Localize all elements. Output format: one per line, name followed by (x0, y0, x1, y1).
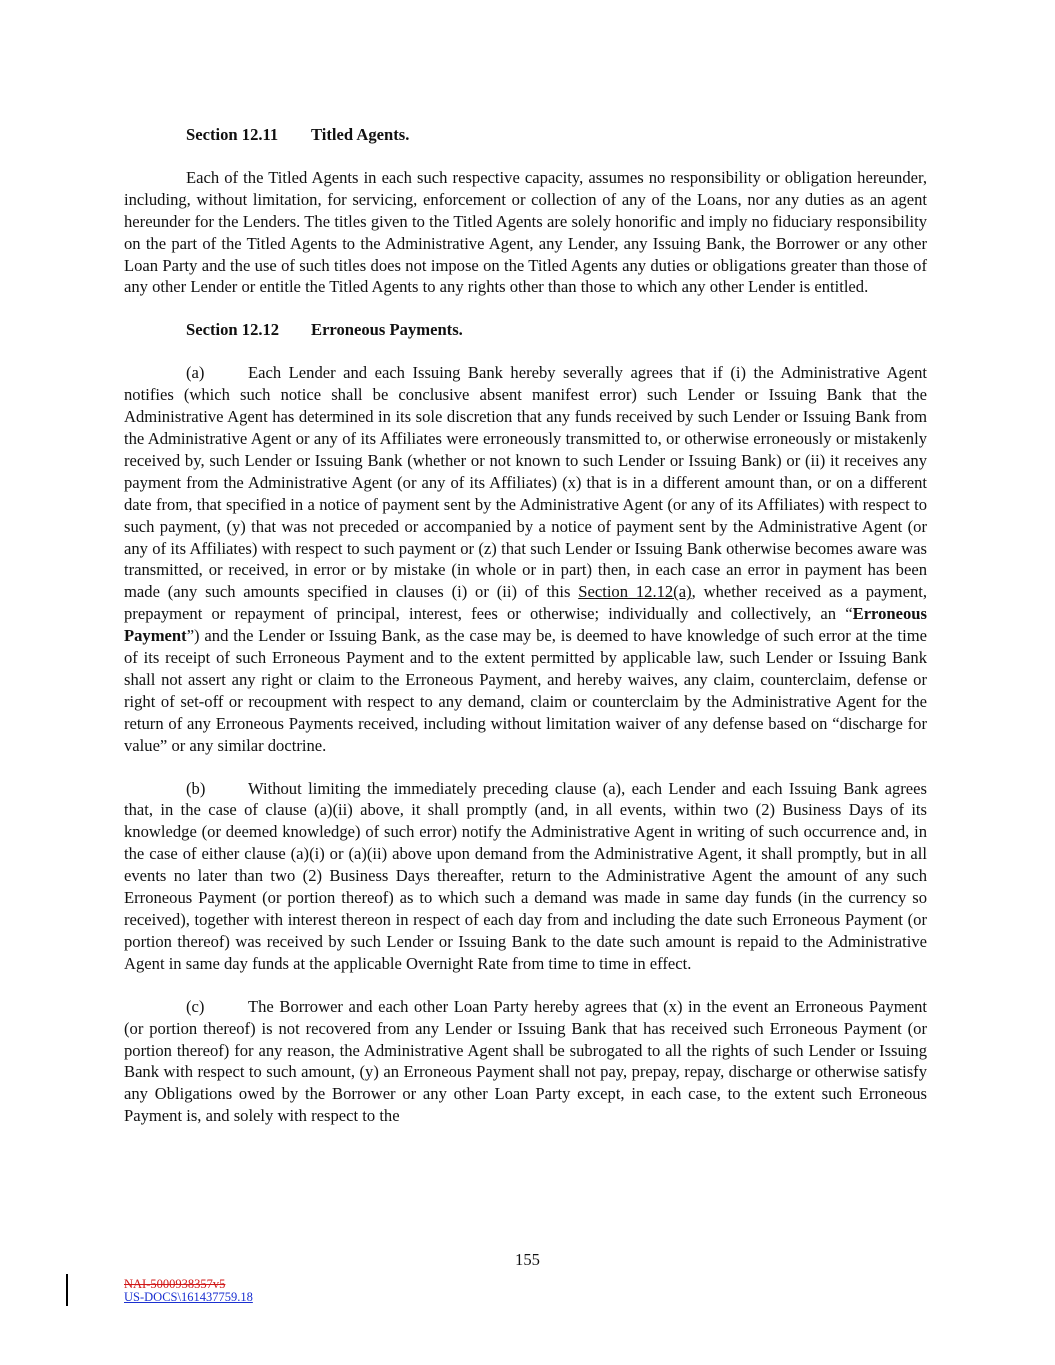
section-12-11-heading (124, 124, 927, 146)
section-cross-reference: Section 12.12(a) (578, 582, 692, 602)
section-title: Erroneous Payments. (311, 320, 463, 340)
clause-a-text-3: ”) and the Lender or Issuing Bank, as the case may be, is deemed to have knowledge of such error at the time of its receipt of such Erroneous Payment and to the extent permitted by applicable law, such Lender or Issuing Bank shall not assert any right or claim to the Erroneous Payment, and hereby waives, any claim, counterclaim, defense or right of set-off or recoupment with respect to any demand, claim or counterclaim by the Administrative Agent for the return of any Erroneous Payments received, including without limitation waiver of any defense based on “discharge for value” or any similar doctrine. (124, 626, 927, 755)
section-title: Titled Agents. (311, 125, 410, 144)
clause-a (124, 362, 927, 756)
defined-term: Erroneous Payment (124, 604, 927, 646)
clause-label: (a) (186, 363, 205, 383)
section-number: Section 12.12 (186, 320, 280, 340)
clause-b (124, 778, 927, 975)
clause-b-text: Without limiting the immediately preceding clause (a), each Lender and each Issuing Bank agrees that, in the case of clause (a)(ii) above, it shall promptly (and, in all events, within two (2) Business Days of its knowledge (or deemed knowledge) of such error) notify the Administrative Agent in writing of such occurrence and, in the case of either clause (a)(i) or (a)(ii) above upon demand from the Administrative Agent, it shall promptly, but in all events no later than two (2) Business Days thereafter, return to the Administrative Agent the amount of any such Erroneous Payment (or portion thereof) as to which such a demand was made in same day funds (in the currency so received), together with interest thereon in respect of each day from and including the date such Erroneous Payment (or portion thereof) was received by such Lender or Issuing Bank to the date such amount is repaid to the Administrative Agent in same day funds at the applicable Overnight Rate from time to time in effect. (124, 778, 927, 973)
section-12-12-heading (124, 319, 927, 341)
clause-a-text-1: Each Lender and each Issuing Bank hereby severally agrees that if (i) the Administrative Agent notifies (which such notice shall be conclusive absent manifest error) such Lender or Issuing Bank that the Administrative Agent has determined in its sole discretion that any funds received by such Lender or Issuing Bank from the Administrative Agent or any of its Affiliates were erroneously transmitted to, or otherwise erroneously or mistakenly received by, such Lender or Issuing Bank (whether or not known to such Lender or Issuing Bank) or (ii) it receives any payment from the Administrative Agent (or any of its Affiliates) (x) that is in a different amount than, or on a different date from, that specified in a notice of payment sent by the Administrative Agent (or any of its Affiliates) with respect to such payment, (y) that was not preceded or accompanied by a notice of payment sent by the Administrative Agent (or any of its Affiliates) with respect to such payment or (z) that such Lender or Issuing Bank otherwise becomes aware was transmitted, or received, in error or by mistake (in whole or in part) then, in each case an error in payment has been made (any such amounts specified in clauses (i) or (ii) of this (124, 363, 927, 602)
clause-c (124, 996, 927, 1127)
clause-label: (b) (186, 778, 206, 798)
clause-a-text-2: , whether received as a payment, prepayment or repayment of principal, interest, fees or otherwise; individually and collectively, an “ (124, 582, 927, 624)
page-number: 155 (515, 1250, 540, 1269)
change-bar (66, 1274, 68, 1306)
clause-label: (c) (186, 996, 205, 1016)
section-number: Section 12.11 (186, 125, 279, 144)
document-page (124, 124, 927, 1148)
deleted-doc-id: NAI-5000938357v5 (124, 1277, 226, 1291)
clause-c-text: The Borrower and each other Loan Party hereby agrees that (x) in the event an Erroneous Payment (or portion thereof) is not recovered from any Lender or Issuing Bank that has received such Erroneous Payment (or portion thereof) for any reason, the Administrative Agent shall be subrogated to all the rights of such Lender or Issuing Bank with respect to such amount, (y) an Erroneous Payment shall not pay, prepay, repay, discharge or otherwise satisfy any Obligations owed by the Borrower or any other Loan Party except, in each case, to the extent such Erroneous Payment is, and solely with respect to the (124, 996, 927, 1126)
footer-doc-ids (124, 1278, 253, 1304)
section-12-11-body: Each of the Titled Agents in each such respective capacity, assumes no responsibility or obligation hereunder, including, without limitation, for servicing, enforcement or collection of any of the Loans, nor any duties as an agent hereunder for the Lenders. The titles given to the Titled Agents are solely honorific and imply no fiduciary responsibility on the part of the Titled Agents to the Administrative Agent, any Lender, any Issuing Bank, the Borrower or any other Loan Party and the use of such titles does not impose on the Titled Agents any duties or obligations greater than those of any other Lender or entitle the Titled Agents to any rights other than those to which any other Lender is entitled. (124, 167, 927, 297)
inserted-doc-id: US-DOCS\161437759.18 (124, 1290, 253, 1304)
